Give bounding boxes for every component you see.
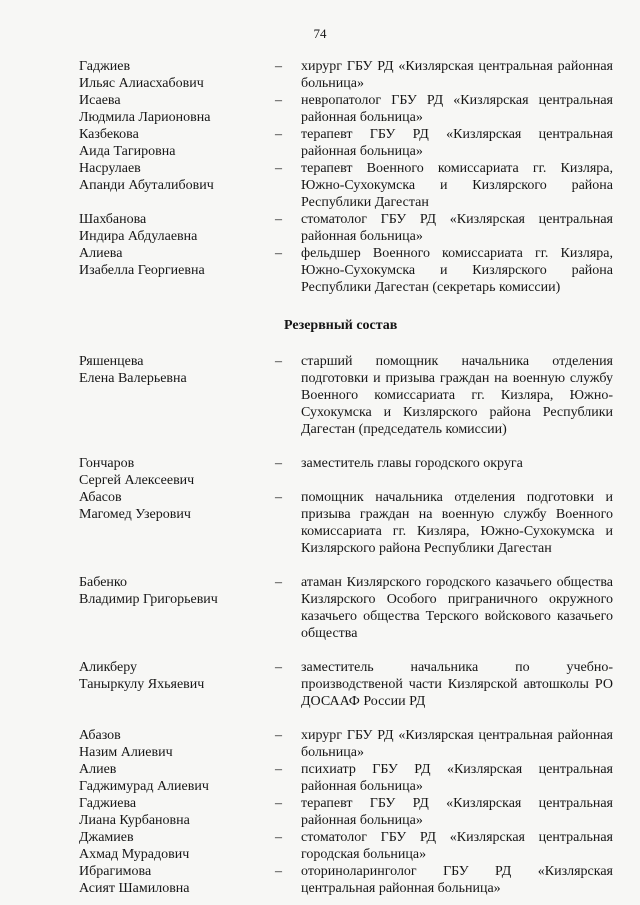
reserve-member-entry [79, 829, 614, 863]
member-role: помощник начальника отделения подготовки и призыва граждан на военную службу Военного комиссариата гг. Кизляра, Южно-Сухокумска и Кизлярского района Республики Дагестан [301, 490, 613, 556]
dash: – [275, 456, 282, 471]
dash: – [275, 575, 282, 590]
member-role: старший помощник начальника отделения подготовки и призыва граждан на военную службу Военного комиссариата гг. Кизляра, Южно-Сухокумска и Кизлярского района Республики Дагестан (председатель комиссии) [301, 354, 613, 437]
member-name: Исаева Людмила Ларионовна [79, 93, 211, 125]
member-name: Ибрагимова Асият Шамиловна [79, 864, 190, 896]
member-name: Гончаров Сергей Алексеевич [79, 456, 195, 488]
member-role: психиатр ГБУ РД «Кизлярская центральная районная больница» [301, 762, 613, 794]
dash: – [275, 864, 282, 879]
reserve-section-title: Резервный состав [284, 318, 398, 333]
dash: – [275, 212, 282, 227]
dash: – [275, 660, 282, 675]
member-role: невропатолог ГБУ РД «Кизлярская центральная районная больница» [301, 93, 613, 125]
member-name: Алиев Гаджимурад Алиевич [79, 762, 209, 794]
member-name: Ряшенцева Елена Валерьевна [79, 354, 187, 386]
reserve-member-entry [79, 761, 614, 795]
member-role: оториноларинголог ГБУ РД «Кизлярская центральная районная больница» [301, 864, 613, 896]
reserve-member-entry [79, 353, 614, 438]
reserve-member-entry [79, 795, 614, 829]
member-role: хирург ГБУ РД «Кизлярская центральная районная больница» [301, 728, 613, 760]
member-entry [79, 58, 614, 92]
reserve-member-entry [79, 863, 614, 897]
reserve-member-entry [79, 574, 614, 642]
member-name: Гаджиев Ильяс Алиасхабович [79, 59, 204, 91]
member-role: терапевт ГБУ РД «Кизлярская центральная районная больница» [301, 127, 613, 159]
reserve-member-entry [79, 659, 614, 710]
member-role: хирург ГБУ РД «Кизлярская центральная районная больница» [301, 59, 613, 91]
member-role: терапевт ГБУ РД «Кизлярская центральная районная больница» [301, 796, 613, 828]
dash: – [275, 762, 282, 777]
member-name: Бабенко Владимир Григорьевич [79, 575, 218, 607]
member-name: Аликберу Таныркулу Яхьяевич [79, 660, 205, 692]
member-role: заместитель начальника по учебно-производственой части Кизлярской автошколы РО ДОСААФ России РД [301, 660, 613, 709]
reserve-member-entry [79, 455, 614, 489]
page-number: 74 [313, 26, 327, 41]
member-role: фельдшер Военного комиссариата гг. Кизляра, Южно-Сухокумска и Кизлярского района Республики Дагестан (секретарь комиссии) [301, 246, 613, 295]
member-name: Абасов Магомед Узерович [79, 490, 191, 522]
member-role: терапевт Военного комиссариата гг. Кизляра, Южно-Сухокумска и Кизлярского района Республики Дагестан [301, 161, 613, 210]
member-role: заместитель главы городского округа [301, 456, 523, 471]
dash: – [275, 830, 282, 845]
dash: – [275, 59, 282, 74]
dash: – [275, 93, 282, 108]
member-role: стоматолог ГБУ РД «Кизлярская центральная районная больница» [301, 212, 613, 244]
member-name: Джамиев Ахмад Мурадович [79, 830, 190, 862]
dash: – [275, 127, 282, 142]
reserve-member-entry [79, 727, 614, 761]
member-name: Абазов Назим Алиевич [79, 728, 173, 760]
member-entry [79, 245, 614, 296]
member-name: Шахбанова Индира Абдулаевна [79, 212, 198, 244]
dash: – [275, 728, 282, 743]
member-entry [79, 160, 614, 211]
dash: – [275, 354, 282, 369]
member-name: Гаджиева Лиана Курбановна [79, 796, 190, 828]
member-name: Казбекова Аида Тагировна [79, 127, 176, 159]
dash: – [275, 161, 282, 176]
dash: – [275, 796, 282, 811]
reserve-member-entry [79, 489, 614, 557]
member-name: Насрулаев Апанди Абуталибович [79, 161, 214, 193]
commission-list [79, 58, 614, 897]
member-entry [79, 211, 614, 245]
dash: – [275, 490, 282, 505]
member-name: Алиева Изабелла Георгиевна [79, 246, 205, 278]
member-entry [79, 92, 614, 126]
dash: – [275, 246, 282, 261]
member-entry [79, 126, 614, 160]
member-role: атаман Кизлярского городского казачьего общества Кизлярского Особого приграничного окружного казачьего общества Терского войскового казачьего общества [301, 575, 613, 641]
member-role: стоматолог ГБУ РД «Кизлярская центральная городская больница» [301, 830, 613, 862]
